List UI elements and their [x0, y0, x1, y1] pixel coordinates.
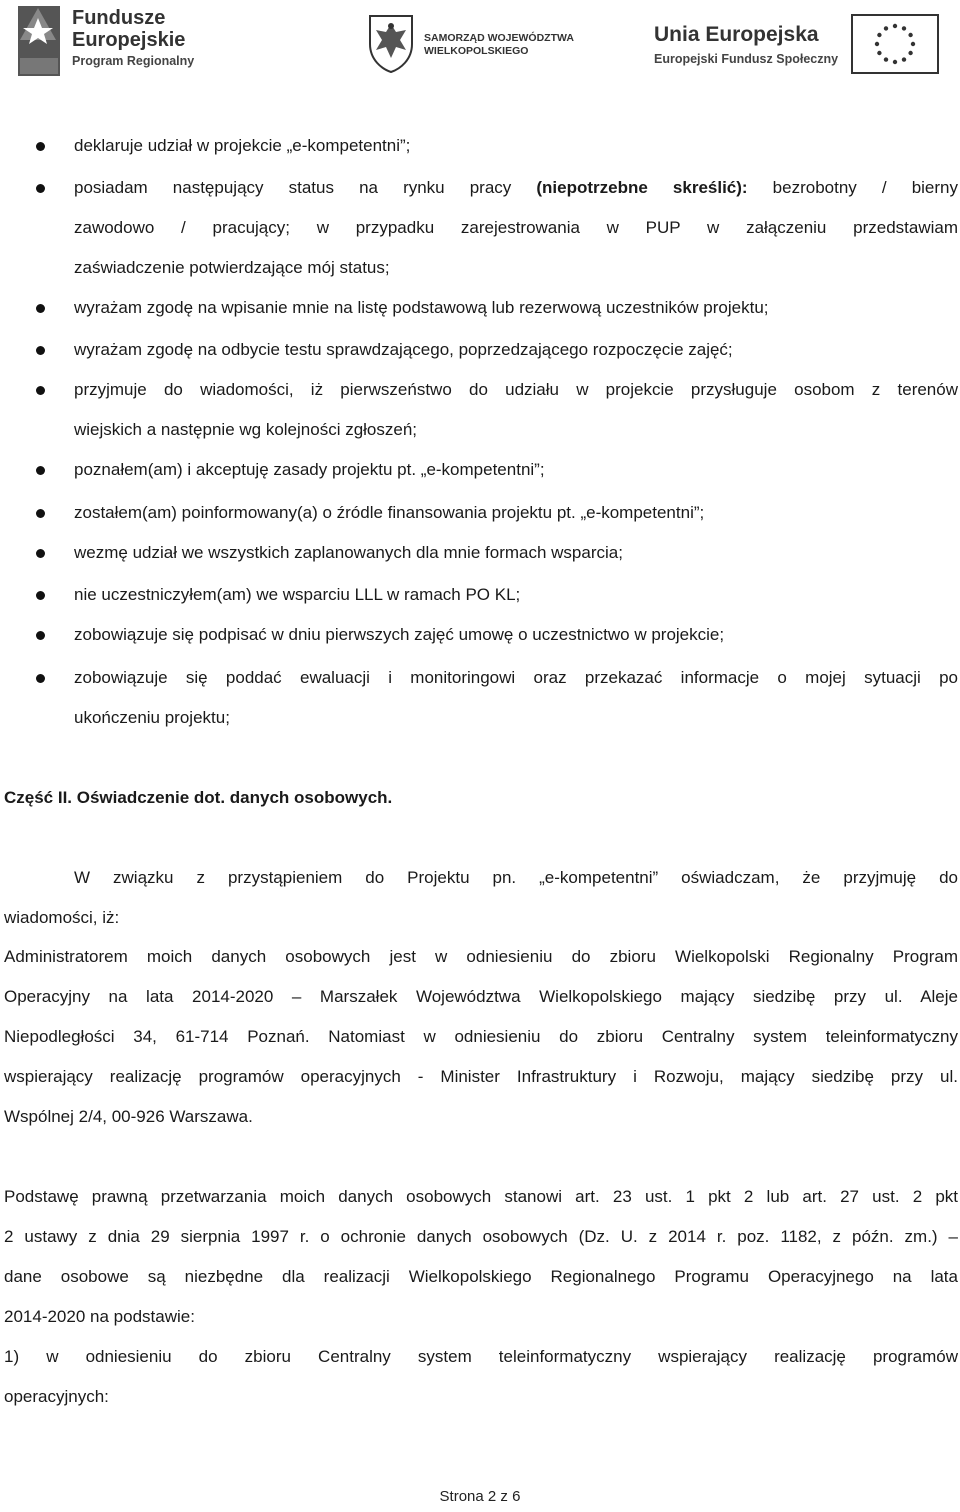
text-line: 1) w odniesieniu do zbioru Centralny system teleinformatyczny wspierający realizację programów [4, 1347, 958, 1366]
bullet-dot [36, 631, 45, 640]
text-line: operacyjnych: [4, 1387, 109, 1406]
text-line: przyjmuje do wiadomości, iż pierwszeństwo do udziału w projekcie przysługuje osobom z terenów [74, 380, 958, 399]
text-line: zobowiązuje się poddać ewaluacji i monitoringowi oraz przekazać informacje o mojej sytuacji po [74, 668, 958, 687]
text-line: W związku z przystąpieniem do Projektu pn. „e-kompetentni” oświadczam, że przyjmuję do [74, 868, 958, 887]
text-line [74, 168, 958, 208]
text-line: wezmę udział we wszystkich zaplanowanych dla mnie formach wsparcia; [74, 543, 623, 562]
bullet-dot [36, 549, 45, 558]
text-line: zostałem(am) poinformowany(a) o źródle finansowania projektu pt. „e-kompetentni”; [74, 503, 705, 522]
bullet-dot [36, 591, 45, 600]
text-line: zawodowo / pracujący; w przypadku zarejestrowania w PUP w załączeniu przedstawiam [74, 218, 958, 237]
bold-text: (niepotrzebne skreślić): [536, 178, 748, 197]
text-line: zaświadczenie potwierdzające mój status; [74, 258, 390, 277]
eagle-crest-icon [366, 14, 416, 74]
text-line: wiejskich a następnie wg kolejności zgłoszeń; [74, 420, 418, 439]
text-line: wyrażam zgodę na odbycie testu sprawdzającego, poprzedzającego rozpoczęcie zajęć; [74, 340, 733, 359]
eu-flag-icon [851, 14, 939, 74]
text-line: Administratorem moich danych osobowych jest w odniesieniu do zbioru Wielkopolski Regionalny Program [4, 947, 958, 966]
fundusze-europejskie-star-icon [16, 2, 66, 80]
bullet-dot [36, 386, 45, 395]
bullet-dot [36, 674, 45, 683]
text-line: Niepodległości 34, 61-714 Poznań. Natomiast w odniesieniu do zbioru Centralny system teleinformatyczny [4, 1027, 958, 1046]
text-run: bezrobotny / bierny [747, 178, 959, 197]
bullet-dot [36, 466, 45, 475]
logo-fe-line3: Program Regionalny [72, 54, 195, 68]
bullet-dot [36, 142, 45, 151]
text-line: wspierający realizację programów operacyjnych - Minister Infrastruktury i Rozwoju, mający siedzibę przy ul. [4, 1067, 958, 1086]
bullet-dot [36, 184, 45, 193]
text-line: Wspólnej 2/4, 00-926 Warszawa. [4, 1107, 253, 1126]
section-title: Część II. Oświadczenie dot. danych osobowych. [4, 788, 393, 807]
logo-sw-line1: SAMORZĄD WOJEWÓDZTWA [424, 32, 574, 44]
bullet-dot [36, 304, 45, 313]
text-line: poznałem(am) i akceptuję zasady projektu pt. „e-kompetentni”; [74, 460, 545, 479]
page-number: Strona 2 z 6 [439, 1488, 521, 1505]
page-header [0, 0, 960, 90]
text-line: Operacyjny na lata 2014-2020 – Marszałek Województwa Wielkopolskiego mający siedzibę przy ul. Aleje [4, 987, 958, 1006]
text-line: 2014-2020 na podstawie: [4, 1307, 195, 1326]
bullet-dot [36, 509, 45, 518]
text-line: wyrażam zgodę na wpisanie mnie na listę podstawową lub rezerwową uczestników projektu; [74, 298, 769, 317]
logo-ue-line1: Unia Europejska [654, 23, 819, 46]
text-line: 2 ustawy z dnia 29 sierpnia 1997 r. o ochronie danych osobowych (Dz. U. z 2014 r. poz. 1182, z późn. zm.) – [4, 1227, 958, 1246]
logo-ue-line2: Europejski Fundusz Społeczny [654, 52, 839, 66]
logo-sw-line2: WIELKOPOLSKIEGO [424, 45, 529, 58]
logo-fe-line2: Europejskie [72, 29, 186, 51]
text-line: nie uczestniczyłem(am) we wsparciu LLL w ramach PO KL; [74, 585, 521, 604]
bullet-dot [36, 346, 45, 355]
text-line: wiadomości, iż: [4, 908, 120, 927]
text-line: Podstawę prawną przetwarzania moich danych osobowych stanowi art. 23 ust. 1 pkt 2 lub art. 27 ust. 2 pkt [4, 1187, 958, 1206]
text-line: dane osobowe są niezbędne dla realizacji Wielkopolskiego Regionalnego Programu Operacyjnego na lata [4, 1267, 958, 1286]
text-line: deklaruje udział w projekcie „e-kompetentni”; [74, 136, 411, 155]
text-run: posiadam następujący status na rynku pracy [74, 178, 537, 197]
text-line: ukończeniu projektu; [74, 708, 230, 727]
logo-fe-line1: Fundusze [72, 7, 166, 29]
text-line: zobowiązuje się podpisać w dniu pierwszych zajęć umowę o uczestnictwo w projekcie; [74, 625, 725, 644]
